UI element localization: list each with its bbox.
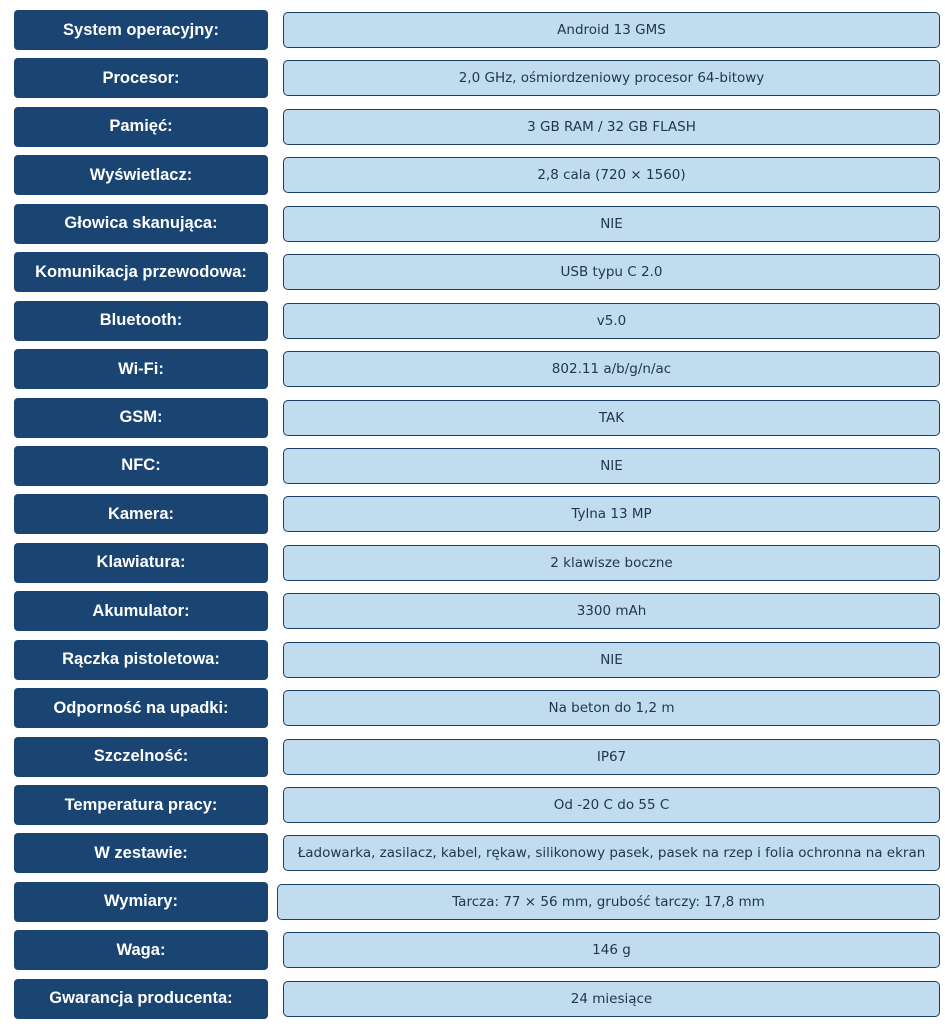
spec-value: 146 g [283,932,940,968]
spec-label: Odporność na upadki: [14,688,268,728]
spec-label: Waga: [14,930,268,970]
spec-row-gsm [14,398,941,438]
spec-label: GSM: [14,398,268,438]
spec-value: Na beton do 1,2 m [283,690,940,726]
spec-label: System operacyjny: [14,10,268,50]
spec-row-scan-engine [14,204,941,244]
spec-row-weight [14,930,941,970]
spec-row-operating-system [14,10,941,50]
spec-label: Bluetooth: [14,301,268,341]
spec-row-package-contents [14,833,941,873]
spec-value: Tarcza: 77 × 56 mm, grubość tarczy: 17,8 mm [277,884,940,920]
spec-row-memory [14,107,941,147]
spec-value: Tylna 13 MP [283,496,940,532]
spec-value: Android 13 GMS [283,12,940,48]
spec-row-wired-communication [14,252,941,292]
spec-label: Głowica skanująca: [14,204,268,244]
spec-value: 802.11 a/b/g/n/ac [283,351,940,387]
spec-value: 2,8 cala (720 × 1560) [283,157,940,193]
spec-value: 3 GB RAM / 32 GB FLASH [283,109,940,145]
spec-label: Szczelność: [14,737,268,777]
spec-value: 2,0 GHz, ośmiordzeniowy procesor 64-bitowy [283,60,940,96]
spec-value: 2 klawisze boczne [283,545,940,581]
spec-row-drop-resistance [14,688,941,728]
spec-value: 24 miesiące [283,981,940,1017]
spec-label: Wymiary: [14,882,268,922]
spec-value: v5.0 [283,303,940,339]
spec-row-pistol-grip [14,640,941,680]
spec-row-sealing [14,737,941,777]
spec-row-display [14,155,941,195]
spec-label: Wyświetlacz: [14,155,268,195]
spec-row-battery [14,591,941,631]
spec-label: NFC: [14,446,268,486]
spec-row-nfc [14,446,941,486]
spec-label: Temperatura pracy: [14,785,268,825]
spec-value: IP67 [283,739,940,775]
spec-value: Ładowarka, zasilacz, kabel, rękaw, silikonowy pasek, pasek na rzep i folia ochronna na ekran [283,835,940,871]
spec-row-warranty [14,979,941,1019]
spec-value: NIE [283,206,940,242]
spec-row-keyboard [14,543,941,583]
spec-label: Wi-Fi: [14,349,268,389]
spec-label: Komunikacja przewodowa: [14,252,268,292]
spec-value: USB typu C 2.0 [283,254,940,290]
spec-label: Akumulator: [14,591,268,631]
spec-value: TAK [283,400,940,436]
spec-table [14,10,941,1027]
spec-label: Procesor: [14,58,268,98]
spec-row-bluetooth [14,301,941,341]
spec-label: Pamięć: [14,107,268,147]
spec-label: Kamera: [14,494,268,534]
spec-value: 3300 mAh [283,593,940,629]
spec-value: Od -20 C do 55 C [283,787,940,823]
spec-value: NIE [283,448,940,484]
spec-row-wifi [14,349,941,389]
spec-label: Gwarancja producenta: [14,979,268,1019]
spec-row-processor [14,58,941,98]
spec-row-camera [14,494,941,534]
spec-label: Klawiatura: [14,543,268,583]
spec-value: NIE [283,642,940,678]
spec-row-operating-temperature [14,785,941,825]
spec-row-dimensions [14,882,941,922]
spec-label: W zestawie: [14,833,268,873]
spec-label: Rączka pistoletowa: [14,640,268,680]
